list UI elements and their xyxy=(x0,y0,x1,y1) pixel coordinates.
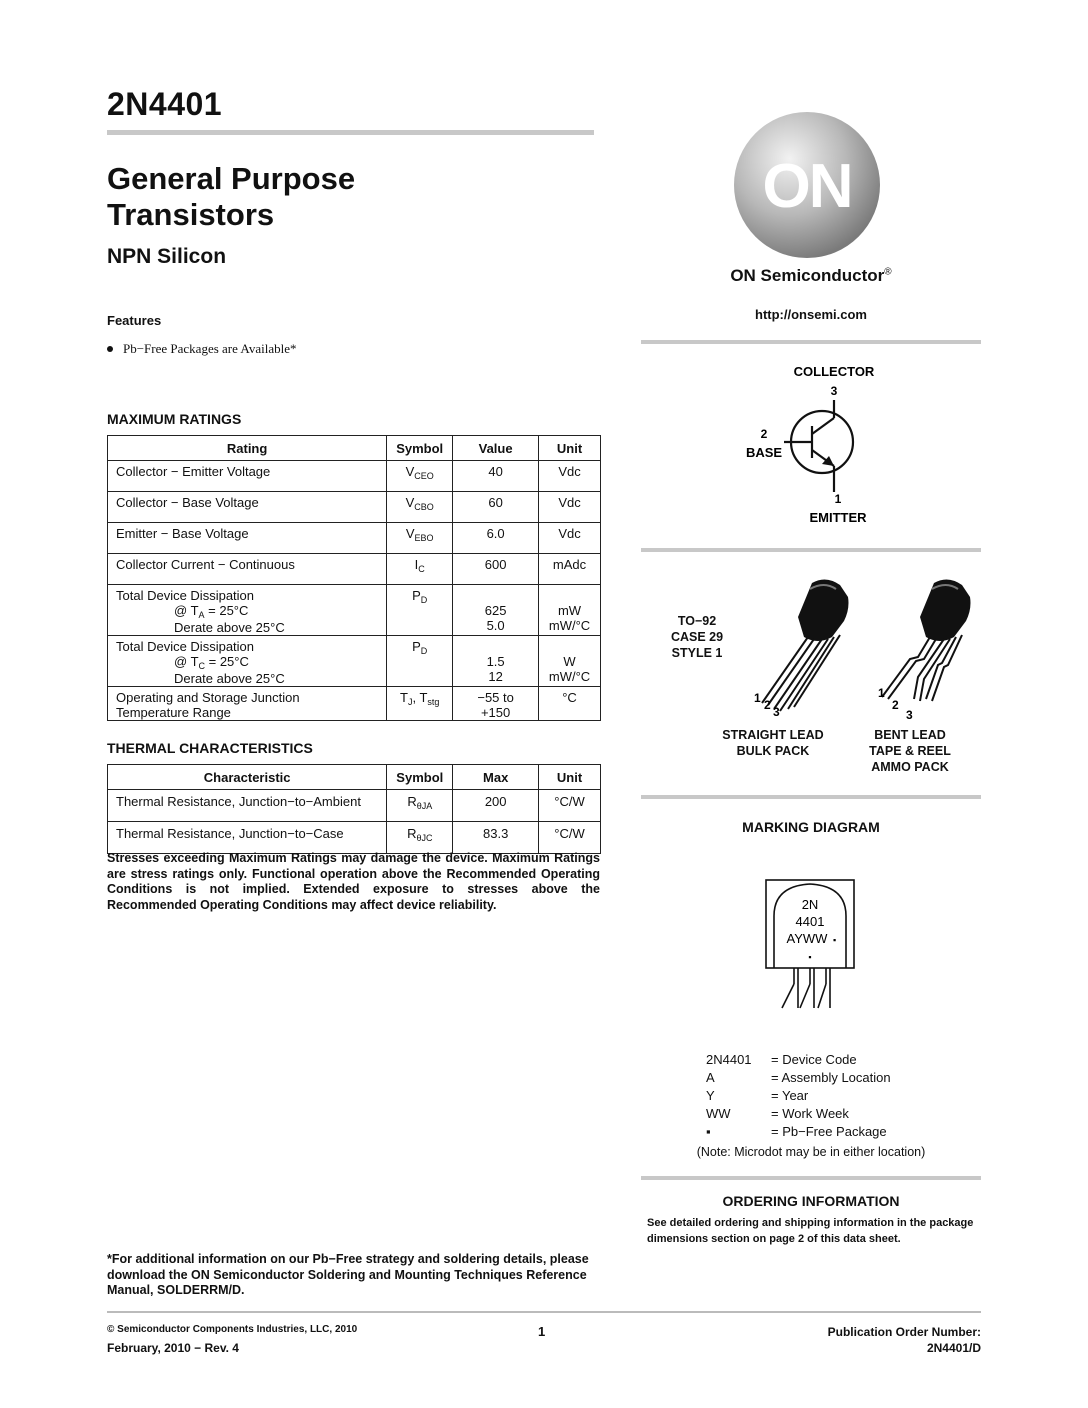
table-row xyxy=(108,822,601,854)
column-header: Characteristic xyxy=(108,765,387,790)
on-logo xyxy=(732,110,882,260)
column-header: Value xyxy=(453,436,539,461)
collector-pin: 3 xyxy=(830,384,838,398)
rating-cell: Collector − Base Voltage xyxy=(108,492,387,523)
features-list xyxy=(107,341,297,357)
symbol-cell: $P_D$ xyxy=(387,585,453,636)
marking-legend xyxy=(706,1051,891,1141)
pb-free-footnote: *For additional information on our Pb−Free strategy and soldering details, please download the ON Semiconductor Soldering and Mounting Techniques Reference Manual, SOLDERRM/D. xyxy=(107,1252,589,1297)
marking-diagram-heading: MARKING DIAGRAM xyxy=(742,819,880,835)
symbol-cell: $P_D$ xyxy=(387,636,453,687)
part-number: 2N4401 xyxy=(107,86,223,122)
ordering-heading: ORDERING INFORMATION xyxy=(722,1193,900,1209)
section-divider xyxy=(641,1176,981,1180)
column-header: Unit xyxy=(539,765,601,790)
table-row xyxy=(108,554,601,585)
publication-number: 2N4401/D xyxy=(926,1341,981,1355)
max-ratings-heading: MAXIMUM RATINGS xyxy=(107,411,242,427)
base-label: BASE xyxy=(745,445,783,460)
symbol-cell: $V_{CEO}$ xyxy=(387,461,453,492)
unit-cell: Vdc xyxy=(539,523,601,554)
table-header-row xyxy=(108,765,601,790)
brand-url[interactable]: http://onsemi.com xyxy=(755,307,867,322)
table-row xyxy=(108,790,601,822)
marking-diagram xyxy=(760,872,860,1014)
thermal-heading: THERMAL CHARACTERISTICS xyxy=(107,740,313,756)
bent-lead-label: BENT LEAD TAPE & REEL AMMO PACK xyxy=(869,728,951,774)
section-divider xyxy=(641,340,981,344)
value-cell: 60 xyxy=(453,492,539,523)
straight-pin-1: 1 xyxy=(754,691,761,705)
value-cell: 625 5.0 xyxy=(453,585,539,636)
straight-pin-2: 2 xyxy=(764,698,771,712)
list-item: ▪ = Pb−Free Package xyxy=(706,1124,887,1139)
characteristic-cell: Thermal Resistance, Junction−to−Ambient xyxy=(108,790,387,822)
unit-cell: Vdc xyxy=(539,492,601,523)
features-heading: Features xyxy=(107,313,162,328)
unit-cell: °C/W xyxy=(539,822,601,854)
page-title xyxy=(107,161,355,233)
to92-package-drawing xyxy=(748,575,988,725)
list-item: WW = Work Week xyxy=(706,1106,849,1121)
emitter-label: EMITTER xyxy=(809,510,867,525)
subtitle: NPN Silicon xyxy=(107,245,227,268)
bullet-icon xyxy=(107,346,113,352)
marking-line-2: 4401 xyxy=(795,914,825,929)
table-row xyxy=(108,636,601,687)
table-row xyxy=(108,687,601,721)
microdot-note: (Note: Microdot may be in either location) xyxy=(696,1145,926,1159)
list-item: 2N4401 = Device Code xyxy=(706,1052,857,1067)
symbol-cell: $R_{\theta JA}$ xyxy=(387,790,453,822)
ordering-text: See detailed ordering and shipping information in the package dimensions section on page 2 of this data sheet. xyxy=(647,1217,974,1245)
bent-lead-package-icon xyxy=(882,579,971,701)
straight-lead-label: STRAIGHT LEAD BULK PACK xyxy=(722,728,824,758)
microdot-icon: ▪ xyxy=(808,952,812,962)
footer-rule xyxy=(107,1311,981,1313)
base-pin: 2 xyxy=(760,427,768,441)
publication-order xyxy=(828,1324,981,1356)
title-line-1: General Purpose xyxy=(107,161,356,196)
marking-line-1: 2N xyxy=(801,897,819,912)
symbol-cell: $V_{CBO}$ xyxy=(387,492,453,523)
brand-name: ON Semiconductor® xyxy=(730,266,892,285)
bent-pin-1: 1 xyxy=(878,686,885,700)
copyright: © Semiconductor Components Industries, LLC, 2010 xyxy=(107,1324,358,1335)
value-cell: 1.5 12 xyxy=(453,636,539,687)
page-number: 1 xyxy=(538,1324,546,1339)
thermal-table xyxy=(107,764,601,854)
rating-cell: Collector − Emitter Voltage xyxy=(108,461,387,492)
value-cell: 200 xyxy=(453,790,539,822)
bent-pin-2: 2 xyxy=(892,698,899,712)
unit-cell: mW mW/°C xyxy=(539,585,601,636)
npn-schematic xyxy=(730,360,900,532)
column-header: Symbol xyxy=(387,765,453,790)
rating-cell: Operating and Storage Junction Temperature Range xyxy=(108,687,387,721)
table-row xyxy=(108,461,601,492)
package-name: TO−92 CASE 29 STYLE 1 xyxy=(670,614,724,660)
marking-line-3: AYWW xyxy=(786,931,828,946)
value-cell: 83.3 xyxy=(453,822,539,854)
characteristic-cell: Thermal Resistance, Junction−to−Case xyxy=(108,822,387,854)
rating-cell: Total Device Dissipation @ $T_A = 25^\circ C$ Derate above 25°C xyxy=(108,585,387,636)
table-header-row xyxy=(108,436,601,461)
unit-cell: Vdc xyxy=(539,461,601,492)
symbol-cell: $T_J$, $T_{stg}$ xyxy=(387,687,453,721)
unit-cell: W mW/°C xyxy=(539,636,601,687)
rating-cell: Collector Current − Continuous xyxy=(108,554,387,585)
title-line-2: Transistors xyxy=(107,197,275,232)
symbol-cell: $V_{EBO}$ xyxy=(387,523,453,554)
emitter-pin: 1 xyxy=(834,492,842,506)
list-item: Y = Year xyxy=(706,1088,809,1103)
max-ratings-table xyxy=(107,435,601,721)
column-header: Unit xyxy=(539,436,601,461)
unit-cell: °C xyxy=(539,687,601,721)
column-header: Max xyxy=(453,765,539,790)
stress-note: Stresses exceeding Maximum Ratings may damage the device. Maximum Ratings are stress ratings only. Functional operation above the Recommended Operating Conditions is not implied. Extended exposure to stresses above the Recommended Operating Conditions may affect device reliability. xyxy=(107,851,600,912)
symbol-cell: $I_C$ xyxy=(387,554,453,585)
transistor-symbol-icon xyxy=(784,400,853,492)
feature-item: Pb−Free Packages are Available* xyxy=(123,341,297,356)
column-header: Rating xyxy=(108,436,387,461)
publication-label: Publication Order Number: xyxy=(827,1325,981,1339)
list-item: A = Assembly Location xyxy=(706,1070,891,1085)
unit-cell: °C/W xyxy=(539,790,601,822)
rating-cell: Emitter − Base Voltage xyxy=(108,523,387,554)
symbol-cell: $R_{\theta JC}$ xyxy=(387,822,453,854)
value-cell: −55 to +150 xyxy=(453,687,539,721)
value-cell: 6.0 xyxy=(453,523,539,554)
logo-text: ON xyxy=(762,152,852,221)
section-divider xyxy=(641,548,981,552)
revision-date: February, 2010 − Rev. 4 xyxy=(107,1341,239,1355)
unit-cell: mAdc xyxy=(539,554,601,585)
microdot-icon: ▪ xyxy=(833,935,837,945)
straight-lead-package-icon xyxy=(762,579,849,711)
table-row xyxy=(108,585,601,636)
value-cell: 40 xyxy=(453,461,539,492)
column-header: Symbol xyxy=(387,436,453,461)
rating-cell: Total Device Dissipation @ $T_C = 25^\circ C$ Derate above 25°C xyxy=(108,636,387,687)
table-row xyxy=(108,523,601,554)
table-row xyxy=(108,492,601,523)
straight-pin-3: 3 xyxy=(773,705,780,719)
value-cell: 600 xyxy=(453,554,539,585)
bent-pin-3: 3 xyxy=(906,708,913,722)
collector-label: COLLECTOR xyxy=(793,364,875,379)
section-divider xyxy=(641,795,981,799)
title-rule xyxy=(107,130,594,135)
